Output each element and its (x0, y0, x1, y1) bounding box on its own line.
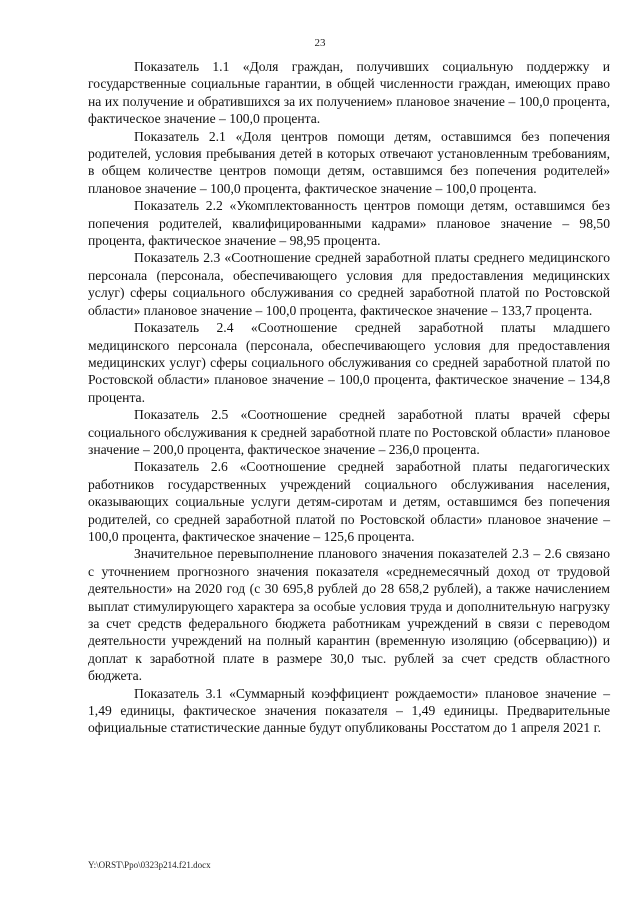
paragraph-indicator-2-4: Показатель 2.4 «Соотношение средней заработной платы младшего медицинского персонала (персонала, обеспечивающего условия для предоставления медицинских услуг) сферы социального обслуживания со средней заработной платой по Ростовской области» плановое значение – 100,0 процента, фактическое значение – 134,8 процента. (88, 320, 610, 405)
paragraph-indicator-1-1: Показатель 1.1 «Доля граждан, получивших социальную поддержку и государственные социальные гарантии, в общей численности граждан, имеющих право на их получение и обратившихся за их получением» плановое значение – 100,0 процента, фактическое значение – 100,0 процента. (88, 59, 610, 127)
paragraph-indicator-3-1: Показатель 3.1 «Суммарный коэффициент рождаемости» плановое значение – 1,49 единицы, фактическое значения показателя – 1,49 единицы. Предварительные официальные статистические данные будут опубликованы Росстатом до 1 апреля 2021 г. (88, 685, 610, 736)
file-path-footer: Y:\ORST\Ppo\0323p214.f21.docx (88, 860, 211, 870)
paragraph-indicator-2-6: Показатель 2.6 «Соотношение средней заработной платы педагогических работников государственных учреждений социального обслуживания населения, оказывающих социальные услуги детям-сиротам и детям, оставшимся без попечения родителей, со средней заработной платой по Ростовской области» плановое значение – 100,0 процента, фактическое значение – 125,6 процента. (88, 459, 610, 544)
paragraph-indicator-2-5: Показатель 2.5 «Соотношение средней заработной платы врачей сферы социального обслуживания к средней заработной плате по Ростовской области» плановое значение – 200,0 процента, фактическое значение – 236,0 процента. (88, 407, 610, 457)
page-number: 23 (314, 37, 326, 49)
document-body (88, 58, 610, 737)
paragraph-indicator-2-3: Показатель 2.3 «Соотношение средней заработной платы среднего медицинского персонала (персонала, обеспечивающего условия для предоставления медицинских услуг) сферы социального обслуживания со средней заработной платой по Ростовской области» плановое значение – 100,0 процента, фактическое значение – 133,7 процента. (88, 250, 610, 318)
paragraph-indicator-2-2: Показатель 2.2 «Укомплектованность центров помощи детям, оставшимся без попечения родителей, квалифицированными кадрами» плановое значение – 98,50 процента, фактическое значение – 98,95 процента. (88, 198, 610, 249)
paragraph-indicator-2-1: Показатель 2.1 «Доля центров помощи детям, оставшимся без попечения родителей, условия пребывания детей в которых отвечают установленным требованиям, в общем количестве центров помощи детям, оставшимся без попечения родителей» плановое значение – 100,0 процента, фактическое значение – 100,0 процента. (88, 128, 610, 196)
paragraph-overfulfillment-explanation: Значительное перевыполнение планового значения показателей 2.3 – 2.6 связано с уточнением прогнозного значения показателя «среднемесячный доход от трудовой деятельности» на 2020 год (с 30 695,8 рублей до 28 658,2 рублей), а также начислением выплат стимулирующего характера за особые условия труда и дополнительную нагрузку за счет средств федерального бюджета работникам учреждений в связи с переводом деятельности учреждений на полный карантин (временную изоляцию (обсервацию)) и доплат к заработной плате в размере 30,0 тыс. рублей за счет средств областного бюджета. (88, 546, 610, 684)
